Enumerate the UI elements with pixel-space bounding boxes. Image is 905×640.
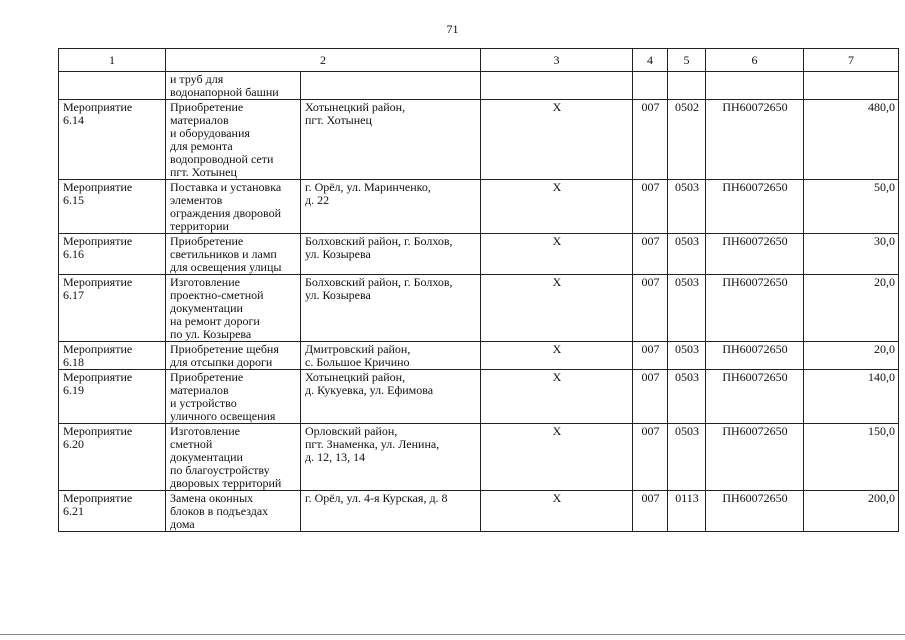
event-cell xyxy=(59,100,166,180)
page-number: 71 xyxy=(446,22,459,36)
table-row xyxy=(59,234,899,275)
section-code-cell: 0503 xyxy=(668,370,706,424)
section-code-cell xyxy=(668,72,706,100)
description-cell-line: Приобретение xyxy=(170,370,244,384)
location-cell xyxy=(301,180,481,234)
location-cell-line: Хотынецкий район, xyxy=(305,100,406,114)
location-cell xyxy=(301,234,481,275)
ministry-code-cell: 007 xyxy=(633,424,668,491)
target-item-cell: ПН60072650 xyxy=(706,370,804,424)
amount-cell: 480,0 xyxy=(804,100,899,180)
header-cell-4: 4 xyxy=(633,49,668,72)
code-x-cell: X xyxy=(481,180,633,234)
description-cell-line: документации xyxy=(170,450,243,464)
location-cell-line: д. 12, 13, 14 xyxy=(305,450,366,464)
ministry-code-cell: 007 xyxy=(633,180,668,234)
header-cell-5: 5 xyxy=(668,49,706,72)
description-cell-line: Поставка и установка xyxy=(170,180,282,194)
location-cell xyxy=(301,491,481,532)
event-cell-line: 6.17 xyxy=(63,288,84,302)
section-code-cell: 0503 xyxy=(668,234,706,275)
event-cell xyxy=(59,342,166,370)
event-cell-line: Мероприятие xyxy=(63,100,133,114)
description-cell-line: Приобретение щебня xyxy=(170,342,279,356)
event-cell-line: Мероприятие xyxy=(63,424,133,438)
code-x-cell: X xyxy=(481,370,633,424)
description-cell-line: уличного освещения xyxy=(170,409,276,423)
event-cell xyxy=(59,491,166,532)
description-cell-line: дома xyxy=(170,517,195,531)
table-row xyxy=(59,100,899,180)
target-item-cell xyxy=(706,72,804,100)
location-cell-line: г. Орёл, ул. Маринченко, xyxy=(305,180,431,194)
header-cell-1: 1 xyxy=(59,49,166,72)
code-x-cell xyxy=(481,72,633,100)
description-cell xyxy=(166,180,301,234)
description-cell-line: блоков в подъездах xyxy=(170,504,269,518)
location-cell-line: ул. Козырева xyxy=(305,247,371,261)
event-cell xyxy=(59,424,166,491)
description-cell xyxy=(166,234,301,275)
description-cell-line: Изготовление xyxy=(170,424,240,438)
section-code-cell: 0502 xyxy=(668,100,706,180)
ministry-code-cell: 007 xyxy=(633,342,668,370)
amount-cell: 20,0 xyxy=(804,275,899,342)
event-cell xyxy=(59,234,166,275)
description-cell-line: пгт. Хотынец xyxy=(170,165,237,179)
table-row xyxy=(59,342,899,370)
target-item-cell: ПН60072650 xyxy=(706,342,804,370)
description-cell-line: Замена оконных xyxy=(170,491,254,505)
description-cell xyxy=(166,275,301,342)
description-cell-line: водонапорной башни xyxy=(170,85,279,99)
amount-cell: 150,0 xyxy=(804,424,899,491)
amount-cell: 200,0 xyxy=(804,491,899,532)
section-code-cell: 0113 xyxy=(668,491,706,532)
ministry-code-cell: 007 xyxy=(633,100,668,180)
location-cell-line: ул. Козырева xyxy=(305,288,371,302)
section-code-cell: 0503 xyxy=(668,342,706,370)
location-cell-line: Хотынецкий район, xyxy=(305,370,406,384)
description-cell-line: по благоустройству xyxy=(170,463,270,477)
location-cell-line: Дмитровский район, xyxy=(305,342,411,356)
event-cell-line: Мероприятие xyxy=(63,491,133,505)
ministry-code-cell: 007 xyxy=(633,491,668,532)
code-x-cell: X xyxy=(481,424,633,491)
description-cell-line: и труб для xyxy=(170,72,224,86)
location-cell-line: г. Орёл, ул. 4-я Курская, д. 8 xyxy=(305,491,448,505)
event-cell-line: 6.21 xyxy=(63,504,84,518)
event-cell-line: 6.19 xyxy=(63,383,84,397)
location-cell-line: Болховский район, г. Болхов, xyxy=(305,234,453,248)
description-cell-line: документации xyxy=(170,301,243,315)
description-cell-line: дворовых территорий xyxy=(170,476,282,490)
description-cell-line: на ремонт дороги xyxy=(170,314,260,328)
description-cell-line: по ул. Козырева xyxy=(170,327,252,341)
description-cell-line: для освещения улицы xyxy=(170,260,282,274)
header-cell-6: 6 xyxy=(706,49,804,72)
target-item-cell: ПН60072650 xyxy=(706,275,804,342)
location-cell xyxy=(301,424,481,491)
table-row xyxy=(59,275,899,342)
description-cell-line: для отсыпки дороги xyxy=(170,355,273,369)
event-cell-line: 6.20 xyxy=(63,437,84,451)
event-cell-line: Мероприятие xyxy=(63,370,133,384)
description-cell xyxy=(166,370,301,424)
event-cell xyxy=(59,275,166,342)
ministry-code-cell: 007 xyxy=(633,234,668,275)
event-cell xyxy=(59,72,166,100)
location-cell xyxy=(301,370,481,424)
ministry-code-cell: 007 xyxy=(633,275,668,342)
description-cell-line: Приобретение xyxy=(170,234,244,248)
table-row xyxy=(59,370,899,424)
description-cell-line: территории xyxy=(170,219,229,233)
code-x-cell: X xyxy=(481,100,633,180)
ministry-code-cell xyxy=(633,72,668,100)
event-cell xyxy=(59,370,166,424)
description-cell xyxy=(166,342,301,370)
location-cell-line: пгт. Хотынец xyxy=(305,113,372,127)
location-cell-line: с. Большое Кричино xyxy=(305,355,410,369)
description-cell-line: сметной xyxy=(170,437,213,451)
amount-cell xyxy=(804,72,899,100)
table-row xyxy=(59,424,899,491)
section-code-cell: 0503 xyxy=(668,424,706,491)
target-item-cell: ПН60072650 xyxy=(706,180,804,234)
description-cell-line: светильников и ламп xyxy=(170,247,277,261)
amount-cell: 50,0 xyxy=(804,180,899,234)
target-item-cell: ПН60072650 xyxy=(706,100,804,180)
event-cell-line: 6.16 xyxy=(63,247,84,261)
description-cell-line: для ремонта xyxy=(170,139,233,153)
location-cell-line: д. Кукуевка, ул. Ефимова xyxy=(305,383,434,397)
description-cell-line: элементов xyxy=(170,193,223,207)
description-cell-line: водопроводной сети xyxy=(170,152,274,166)
location-cell-line: пгт. Знаменка, ул. Ленина, xyxy=(305,437,440,451)
table-row xyxy=(59,72,899,100)
location-cell-line: Болховский район, г. Болхов, xyxy=(305,275,453,289)
table-body xyxy=(59,72,899,532)
table-row xyxy=(59,491,899,532)
event-cell-line: 6.14 xyxy=(63,113,84,127)
event-cell-line: Мероприятие xyxy=(63,234,133,248)
description-cell-line: проектно-сметной xyxy=(170,288,264,302)
location-cell-line: Орловский район, xyxy=(305,424,398,438)
amount-cell: 140,0 xyxy=(804,370,899,424)
amount-cell: 30,0 xyxy=(804,234,899,275)
location-cell xyxy=(301,72,481,100)
event-cell-line: 6.15 xyxy=(63,193,84,207)
header-row xyxy=(59,49,899,72)
location-cell xyxy=(301,342,481,370)
budget-table xyxy=(58,48,899,532)
target-item-cell: ПН60072650 xyxy=(706,234,804,275)
location-cell xyxy=(301,275,481,342)
ministry-code-cell: 007 xyxy=(633,370,668,424)
event-cell-line: Мероприятие xyxy=(63,275,133,289)
amount-cell: 20,0 xyxy=(804,342,899,370)
description-cell xyxy=(166,100,301,180)
description-cell-line: материалов xyxy=(170,113,229,127)
target-item-cell: ПН60072650 xyxy=(706,424,804,491)
description-cell-line: ограждения дворовой xyxy=(170,206,282,220)
description-cell xyxy=(166,424,301,491)
description-cell-line: и оборудования xyxy=(170,126,250,140)
location-cell xyxy=(301,100,481,180)
header-cell-3: 3 xyxy=(481,49,633,72)
event-cell-line: Мероприятие xyxy=(63,342,133,356)
header-cell-2: 2 xyxy=(166,49,481,72)
description-cell-line: и устройство xyxy=(170,396,237,410)
section-code-cell: 0503 xyxy=(668,275,706,342)
description-cell-line: Изготовление xyxy=(170,275,240,289)
description-cell-line: материалов xyxy=(170,383,229,397)
description-cell-line: Приобретение xyxy=(170,100,244,114)
location-cell-line: д. 22 xyxy=(305,193,330,207)
event-cell-line: 6.18 xyxy=(63,355,84,369)
code-x-cell: X xyxy=(481,234,633,275)
code-x-cell: X xyxy=(481,275,633,342)
target-item-cell: ПН60072650 xyxy=(706,491,804,532)
code-x-cell: X xyxy=(481,342,633,370)
table-row xyxy=(59,180,899,234)
description-cell xyxy=(166,491,301,532)
section-code-cell: 0503 xyxy=(668,180,706,234)
code-x-cell: X xyxy=(481,491,633,532)
description-cell xyxy=(166,72,301,100)
event-cell-line: Мероприятие xyxy=(63,180,133,194)
header-cell-7: 7 xyxy=(804,49,899,72)
page-bottom-rule xyxy=(0,634,905,635)
event-cell xyxy=(59,180,166,234)
